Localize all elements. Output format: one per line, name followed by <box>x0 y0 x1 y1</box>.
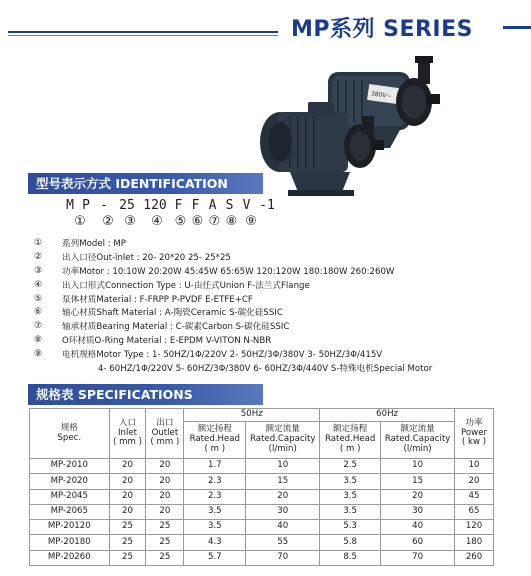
cell-model: MP-2020 <box>30 474 110 489</box>
code-char: F <box>174 198 183 213</box>
code-char: 25 <box>119 198 135 213</box>
pump-photo <box>250 50 440 200</box>
cell-power: 20 <box>455 474 494 489</box>
cell-outlet: 25 <box>146 550 184 565</box>
cell-model: MP-2065 <box>30 504 110 519</box>
table-row <box>30 459 494 474</box>
legend-number: ⑤ <box>34 293 43 304</box>
cell-capacity-50: 15 <box>246 474 320 489</box>
model-code <box>62 198 279 213</box>
code-marker: ④ <box>151 214 163 229</box>
cell-capacity-50: 55 <box>246 535 320 550</box>
legend-item <box>34 250 514 264</box>
cell-head-50: 1.7 <box>184 459 246 474</box>
code-char: F <box>191 198 200 213</box>
cell-inlet: 25 <box>109 520 146 535</box>
legend-text: 出入口形式Connection Type : U-由任式Union F-法兰式Flange <box>62 280 310 291</box>
cell-outlet: 20 <box>146 489 184 504</box>
header-50hz: 50Hz <box>184 409 320 422</box>
legend-number: ④ <box>34 279 43 290</box>
code-legend <box>34 236 514 375</box>
table-row <box>30 550 494 565</box>
cell-inlet: 25 <box>109 550 146 565</box>
code-char: - <box>100 198 108 213</box>
legend-item <box>34 236 514 250</box>
cell-inlet: 25 <box>109 535 146 550</box>
code-marker: ③ <box>124 214 136 229</box>
legend-text: 泵体材质Material : F-FRPP P-PVDF E-ETFE+CF <box>62 294 253 305</box>
page-header <box>0 0 531 44</box>
cell-head-60: 5.3 <box>320 520 381 535</box>
cell-outlet: 20 <box>146 474 184 489</box>
voltage-label: 380V~ <box>370 90 392 101</box>
cell-capacity-60: 15 <box>381 474 455 489</box>
cell-capacity-60: 20 <box>381 489 455 504</box>
cell-power: 10 <box>455 459 494 474</box>
cell-capacity-60: 40 <box>381 520 455 535</box>
cell-inlet: 20 <box>109 474 146 489</box>
small-pump-illustration <box>260 102 384 196</box>
cell-capacity-50: 40 <box>246 520 320 535</box>
legend-item <box>34 319 514 333</box>
cell-inlet: 20 <box>109 459 146 474</box>
code-char: P <box>82 198 90 213</box>
table-row <box>30 535 494 550</box>
code-marker: ① <box>74 214 86 229</box>
cell-outlet: 20 <box>146 459 184 474</box>
code-markers <box>62 214 262 229</box>
identification-banner: 型号表示方式 IDENTIFICATION <box>28 173 263 194</box>
cell-capacity-60: 30 <box>381 504 455 519</box>
header-60hz: 60Hz <box>320 409 455 422</box>
cell-head-60: 8.5 <box>320 550 381 565</box>
cell-model: MP-2045 <box>30 489 110 504</box>
legend-item <box>34 264 514 278</box>
cell-model: MP-20260 <box>30 550 110 565</box>
page-title: MP系列 SERIES <box>290 17 473 42</box>
table-header-row <box>30 409 494 422</box>
cell-power: 260 <box>455 550 494 565</box>
legend-number: ⑦ <box>34 321 43 332</box>
cell-model: MP-2010 <box>30 459 110 474</box>
code-marker: ⑦ <box>208 214 221 229</box>
spec-table <box>29 408 494 566</box>
cell-outlet: 20 <box>146 504 184 519</box>
cell-capacity-50: 70 <box>246 550 320 565</box>
legend-item <box>34 347 514 361</box>
cell-capacity-50: 20 <box>246 489 320 504</box>
cell-power: 65 <box>455 504 494 519</box>
legend-text: 轴心材质Shaft Material : A-陶瓷Ceramic S-碳化硅SSIC <box>62 308 283 319</box>
legend-item <box>34 305 514 319</box>
cell-model: MP-20180 <box>30 535 110 550</box>
cell-head-50: 3.5 <box>184 520 246 535</box>
table-row <box>30 504 494 519</box>
cell-outlet: 25 <box>146 535 184 550</box>
cell-capacity-60: 10 <box>381 459 455 474</box>
header-power: 功率 Power ( kw ) <box>455 409 494 459</box>
table-row <box>30 489 494 504</box>
legend-item <box>34 333 514 347</box>
header-head-50: 额定扬程 Rated.Head ( m ) <box>184 422 246 459</box>
legend-number: ⑨ <box>34 349 43 360</box>
cell-capacity-60: 70 <box>381 550 455 565</box>
code-char: M <box>66 198 74 213</box>
cell-head-60: 3.5 <box>320 474 381 489</box>
legend-number: ⑧ <box>34 335 43 346</box>
cell-capacity-50: 30 <box>246 504 320 519</box>
cell-head-50: 2.3 <box>184 489 246 504</box>
header-inlet: 入口 Inlet ( mm ) <box>109 409 146 459</box>
cell-capacity-50: 10 <box>246 459 320 474</box>
code-marker: ⑧ <box>225 214 238 229</box>
header-accent <box>503 26 531 29</box>
code-char: -1 <box>259 198 275 213</box>
code-char: 120 <box>143 198 167 213</box>
code-char: S <box>225 198 234 213</box>
legend-number: ⑥ <box>34 307 43 318</box>
code-marker: ② <box>102 214 114 229</box>
cell-power: 45 <box>455 489 494 504</box>
header-outlet: 出口 Outlet ( mm ) <box>146 409 184 459</box>
cell-head-60: 3.5 <box>320 489 381 504</box>
cell-power: 120 <box>455 520 494 535</box>
cell-head-50: 5.7 <box>184 550 246 565</box>
legend-text: 电机规格Motor Type : 1- 50HZ/1Φ/220V 2- 50HZ/3Φ/380V 3- 50HZ/3Φ/415V <box>62 350 383 361</box>
header-rule-thin <box>8 35 278 36</box>
code-marker: ⑨ <box>245 214 257 229</box>
cell-head-60: 3.5 <box>320 504 381 519</box>
header-capacity-60: 额定流量 Rated.Capacity (l/min) <box>381 422 455 459</box>
table-row <box>30 520 494 535</box>
cell-outlet: 25 <box>146 520 184 535</box>
code-char: A <box>208 198 217 213</box>
code-marker: ⑥ <box>191 214 204 229</box>
table-row <box>30 474 494 489</box>
cell-inlet: 20 <box>109 504 146 519</box>
header-rule <box>8 31 278 33</box>
legend-text: 轴承材质Bearing Material : C-碳素Carbon S-碳化硅SSIC <box>62 322 290 333</box>
legend-text: 功率Motor : 10:10W 20:20W 45:45W 65:65W 120:120W 180:180W 260:260W <box>62 266 395 277</box>
legend-item <box>34 292 514 306</box>
cell-head-50: 4.3 <box>184 535 246 550</box>
legend-number: ① <box>34 237 43 248</box>
legend-text: 4- 60HZ/1Φ/220V 5- 60HZ/3Φ/380V 6- 60HZ/3Φ/440V S-特殊电机Special Motor <box>98 363 433 374</box>
cell-head-60: 2.5 <box>320 459 381 474</box>
legend-text: O环材质O-Ring Material : E-EPDM V-VITON N-NBR <box>62 336 272 347</box>
cell-model: MP-20120 <box>30 520 110 535</box>
cell-head-60: 5.8 <box>320 535 381 550</box>
legend-number: ③ <box>34 265 43 276</box>
legend-text: 出入口径Out-inlet : 20- 20*20 25- 25*25 <box>62 252 231 263</box>
cell-power: 180 <box>455 535 494 550</box>
header-spec: 规格 Spec. <box>30 409 110 459</box>
legend-number: ② <box>34 251 43 262</box>
legend-text: 系列Model : MP <box>62 238 126 249</box>
cell-head-50: 3.5 <box>184 504 246 519</box>
cell-head-50: 2.3 <box>184 474 246 489</box>
header-head-60: 额定扬程 Rated.Head ( m ) <box>320 422 381 459</box>
legend-item-continued <box>34 361 514 375</box>
cell-inlet: 20 <box>109 489 146 504</box>
legend-item <box>34 278 514 292</box>
header-capacity-50: 额定流量 Rated.Capacity (l/min) <box>246 422 320 459</box>
code-char: V <box>242 198 251 213</box>
code-marker: ⑤ <box>174 214 187 229</box>
specifications-banner: 规格表 SPECIFICATIONS <box>28 384 263 405</box>
cell-capacity-60: 60 <box>381 535 455 550</box>
